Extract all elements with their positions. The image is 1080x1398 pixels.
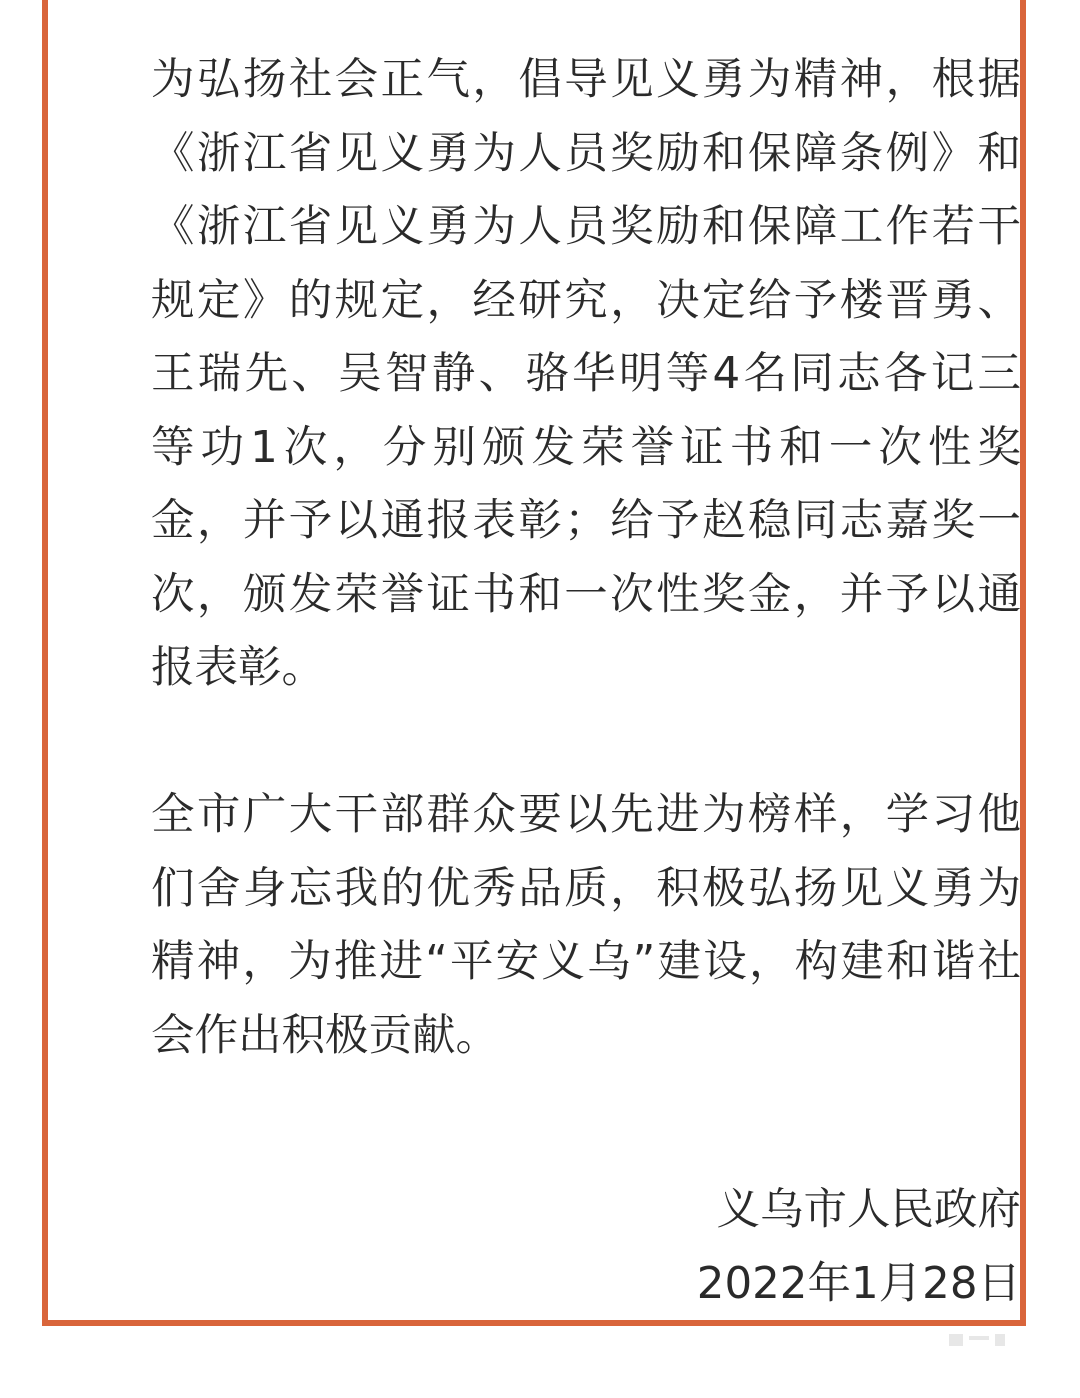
text-line: 精神，为推进“平安义乌”建设，构建和谐社 <box>151 937 1021 987</box>
signature-block <box>521 1174 1021 1321</box>
document-body <box>151 44 1021 1309</box>
text-line: 等功1次，分别颁发荣誉证书和一次性奖 <box>151 422 1021 473</box>
text-line: 王瑞先、吴智静、骆华明等4名同志各记三 <box>151 349 1021 399</box>
issue-date: 2022年1月28日 <box>696 1258 1021 1309</box>
orange-frame-border <box>42 0 1026 1326</box>
text-line: 会作出积极贡献。 <box>151 1010 499 1061</box>
text-line: 《浙江省见义勇为人员奖励和保障条例》和 <box>151 128 1021 179</box>
paragraph-call-to-action <box>151 779 1021 1073</box>
issuer-name: 义乌市人民政府 <box>716 1185 1021 1235</box>
text-line: 为弘扬社会正气，倡导见义勇为精神，根据 <box>151 55 1021 105</box>
text-line: 规定》的规定，经研究，决定给予楼晋勇、 <box>151 275 1021 326</box>
text-line: 报表彰。 <box>151 643 325 693</box>
paragraph-commendation <box>151 44 1021 706</box>
text-line: 们舍身忘我的优秀品质，积极弘扬见义勇为 <box>151 863 1021 914</box>
text-line: 次，颁发荣誉证书和一次性奖金，并予以通 <box>151 569 1021 620</box>
text-line: 全市广大干部群众要以先进为榜样，学习他 <box>151 790 1021 840</box>
text-line: 金，并予以通报表彰；给予赵稳同志嘉奖一 <box>151 496 1021 546</box>
watermark-mark <box>945 1330 1025 1350</box>
text-line: 《浙江省见义勇为人员奖励和保障工作若干 <box>151 202 1021 252</box>
